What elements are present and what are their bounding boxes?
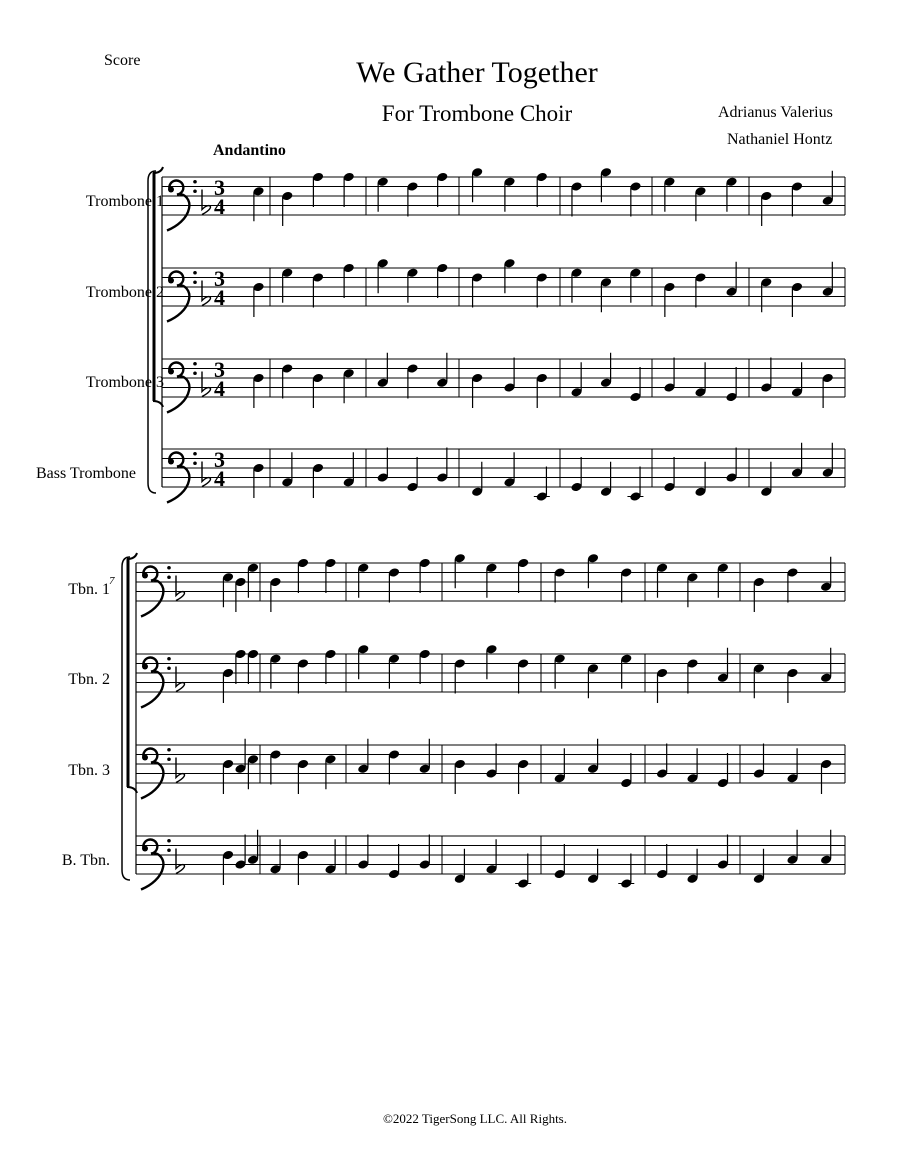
- flat-icon: [176, 667, 185, 692]
- instrument-label: Bass Trombone: [35, 465, 136, 482]
- time-signature-top: 3: [214, 266, 225, 292]
- time-signature-bottom: 4: [214, 466, 225, 492]
- bass-clef-dot: [193, 271, 197, 275]
- bass-clef-dot: [193, 280, 197, 284]
- page-subtitle: For Trombone Choir: [381, 101, 573, 126]
- bass-clef-dot: [168, 278, 174, 284]
- bass-clef-dot: [193, 371, 197, 375]
- time-signature-bottom: 4: [214, 194, 225, 220]
- instrument-label: Tbn. 1: [68, 581, 110, 598]
- flat-icon: [202, 462, 211, 487]
- bass-clef-dot: [168, 187, 174, 193]
- bass-clef-dot: [193, 452, 197, 456]
- flat-icon: [176, 576, 185, 601]
- time-signature-bottom: 4: [214, 285, 225, 311]
- time-signature-bottom: 4: [214, 376, 225, 402]
- bass-clef-dot: [142, 573, 148, 579]
- bass-clef-dot: [193, 189, 197, 193]
- measure-number: 7: [109, 575, 115, 587]
- instrument-label: Tbn. 3: [68, 762, 110, 779]
- flat-icon: [202, 281, 211, 306]
- bass-clef-dot: [142, 664, 148, 670]
- bass-clef-dot: [167, 848, 171, 852]
- bass-clef-dot: [167, 657, 171, 661]
- tempo-marking: Andantino: [213, 142, 286, 159]
- bass-clef-dot: [193, 461, 197, 465]
- bass-clef-dot: [167, 575, 171, 579]
- composer-credit: Adrianus Valerius: [718, 104, 833, 121]
- flat-icon: [176, 758, 185, 783]
- bass-clef-dot: [167, 839, 171, 843]
- bass-clef-dot: [142, 755, 148, 761]
- bass-clef-dot: [193, 180, 197, 184]
- time-signature-top: 3: [214, 357, 225, 383]
- notes: [222, 167, 834, 889]
- instrument-label: Tbn. 2: [68, 671, 110, 688]
- bass-clef-dot: [193, 362, 197, 366]
- bass-clef-dot: [167, 566, 171, 570]
- score-label: Score: [104, 52, 141, 69]
- instrument-label: Trombone 3: [85, 374, 164, 391]
- instrument-label: Trombone 1: [85, 193, 164, 210]
- bass-clef-dot: [168, 369, 174, 375]
- arranger-credit: Nathaniel Hontz: [727, 131, 833, 148]
- time-signature-top: 3: [214, 447, 225, 473]
- instrument-label: B. Tbn.: [61, 852, 110, 869]
- copyright-footer: ©2022 TigerSong LLC. All Rights.: [383, 1111, 567, 1126]
- instrument-label: Trombone 2: [85, 284, 164, 301]
- time-signature-top: 3: [214, 175, 225, 201]
- bass-clef-dot: [167, 757, 171, 761]
- flat-icon: [176, 849, 185, 874]
- bass-clef-dot: [167, 666, 171, 670]
- bracket-hook: [127, 553, 137, 559]
- flat-icon: [202, 372, 211, 397]
- flat-icon: [202, 190, 211, 215]
- bass-clef-dot: [142, 846, 148, 852]
- bass-clef-dot: [168, 459, 174, 465]
- bass-clef-dot: [167, 748, 171, 752]
- bracket-hook: [153, 167, 163, 173]
- page-title: We Gather Together: [356, 56, 598, 89]
